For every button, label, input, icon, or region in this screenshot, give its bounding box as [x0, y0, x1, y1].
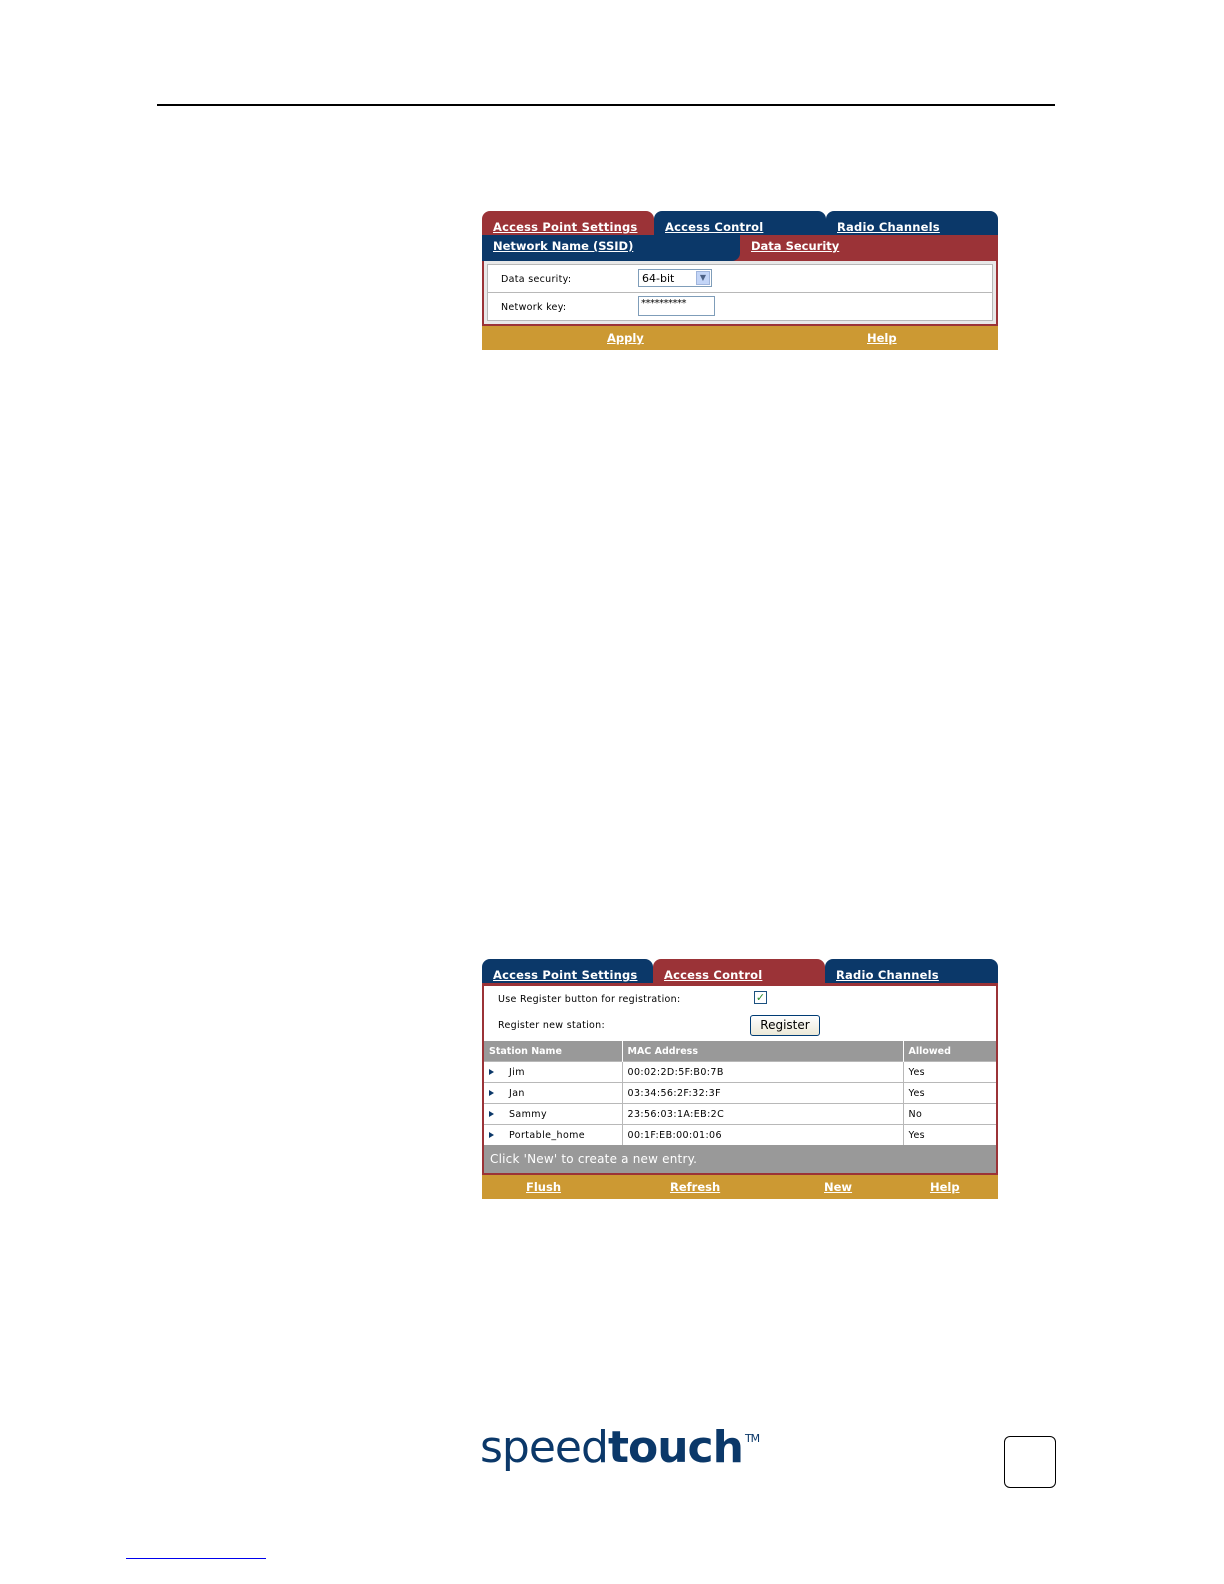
table-row[interactable] — [484, 1083, 996, 1104]
page-number-box — [1004, 1436, 1056, 1488]
mac-address: 00:1F:EB:00:01:06 — [622, 1125, 903, 1146]
station-name[interactable]: Jan — [509, 1087, 525, 1099]
col-allowed[interactable]: Allowed — [903, 1041, 996, 1062]
help-link[interactable]: Help — [867, 331, 897, 345]
action-bar — [482, 326, 998, 350]
network-key-label: Network key: — [501, 302, 567, 313]
mac-address: 03:34:56:2F:32:3F — [622, 1083, 903, 1104]
col-mac-address[interactable]: MAC Address — [622, 1041, 903, 1062]
network-key-input[interactable]: ********** — [638, 296, 715, 316]
station-name[interactable]: Jim — [509, 1066, 525, 1078]
register-button[interactable]: Register — [750, 1015, 820, 1036]
access-control-panel — [482, 959, 998, 1199]
subtab-data-security[interactable]: Data Security — [751, 239, 840, 253]
use-register-label: Use Register button for registration: — [498, 994, 681, 1005]
register-station-row — [484, 1012, 996, 1038]
logo-trademark: TM — [744, 1432, 760, 1445]
stations-table — [484, 1041, 996, 1145]
speedtouch-logo — [480, 1422, 759, 1473]
refresh-link[interactable]: Refresh — [670, 1180, 721, 1194]
logo-speed: speed — [480, 1422, 608, 1473]
tab-radio-channels[interactable]: Radio Channels — [826, 211, 998, 235]
footer-link-underline — [126, 1558, 266, 1559]
chevron-down-icon[interactable]: ▼ — [696, 271, 710, 285]
station-name[interactable]: Portable_home — [509, 1129, 586, 1141]
arrow-right-icon — [489, 1132, 494, 1138]
logo-touch: touch — [607, 1422, 743, 1473]
arrow-right-icon — [489, 1069, 494, 1075]
form-area — [482, 261, 998, 326]
arrow-right-icon — [489, 1111, 494, 1117]
access-control-body — [482, 983, 998, 1175]
mac-address: 23:56:03:1A:EB:2C — [622, 1104, 903, 1125]
tab-access-control[interactable]: Access Control — [654, 211, 826, 235]
tab-bar — [482, 211, 998, 235]
data-security-row — [488, 265, 992, 293]
tab-bar — [482, 959, 998, 983]
action-bar — [482, 1175, 998, 1199]
data-security-panel — [482, 211, 998, 350]
new-link[interactable]: New — [824, 1180, 853, 1194]
tab-access-point-settings[interactable]: Access Point Settings — [482, 211, 654, 235]
header-rule — [157, 104, 1055, 106]
tab-radio-channels[interactable]: Radio Channels — [825, 959, 998, 983]
table-row[interactable] — [484, 1125, 996, 1146]
mac-address: 00:02:2D:5F:B0:7B — [622, 1062, 903, 1083]
apply-link[interactable]: Apply — [607, 331, 644, 345]
data-security-select[interactable] — [638, 269, 712, 287]
data-security-value: 64-bit — [642, 272, 675, 285]
table-row[interactable] — [484, 1104, 996, 1125]
register-new-label: Register new station: — [498, 1020, 605, 1031]
subtab-bar — [482, 235, 998, 261]
station-name[interactable]: Sammy — [509, 1108, 547, 1120]
allowed-value: Yes — [903, 1062, 996, 1083]
allowed-value: Yes — [903, 1083, 996, 1104]
allowed-value: Yes — [903, 1125, 996, 1146]
use-register-row — [484, 986, 996, 1012]
table-header-row — [484, 1041, 996, 1062]
flush-link[interactable]: Flush — [526, 1180, 562, 1194]
arrow-right-icon — [489, 1090, 494, 1096]
tab-access-point-settings[interactable]: Access Point Settings — [482, 959, 653, 983]
form-inner — [487, 264, 993, 321]
subtab-network-name[interactable]: Network Name (SSID) — [482, 235, 740, 261]
data-security-label: Data security: — [501, 274, 572, 285]
allowed-value: No — [903, 1104, 996, 1125]
info-message: Click 'New' to create a new entry. — [484, 1145, 996, 1173]
network-key-row — [488, 293, 992, 320]
tab-access-control[interactable]: Access Control — [653, 959, 825, 983]
col-station-name[interactable]: Station Name — [484, 1041, 622, 1062]
use-register-checkbox[interactable]: ✓ — [755, 991, 766, 1004]
help-link[interactable]: Help — [930, 1180, 960, 1194]
table-row[interactable] — [484, 1062, 996, 1083]
